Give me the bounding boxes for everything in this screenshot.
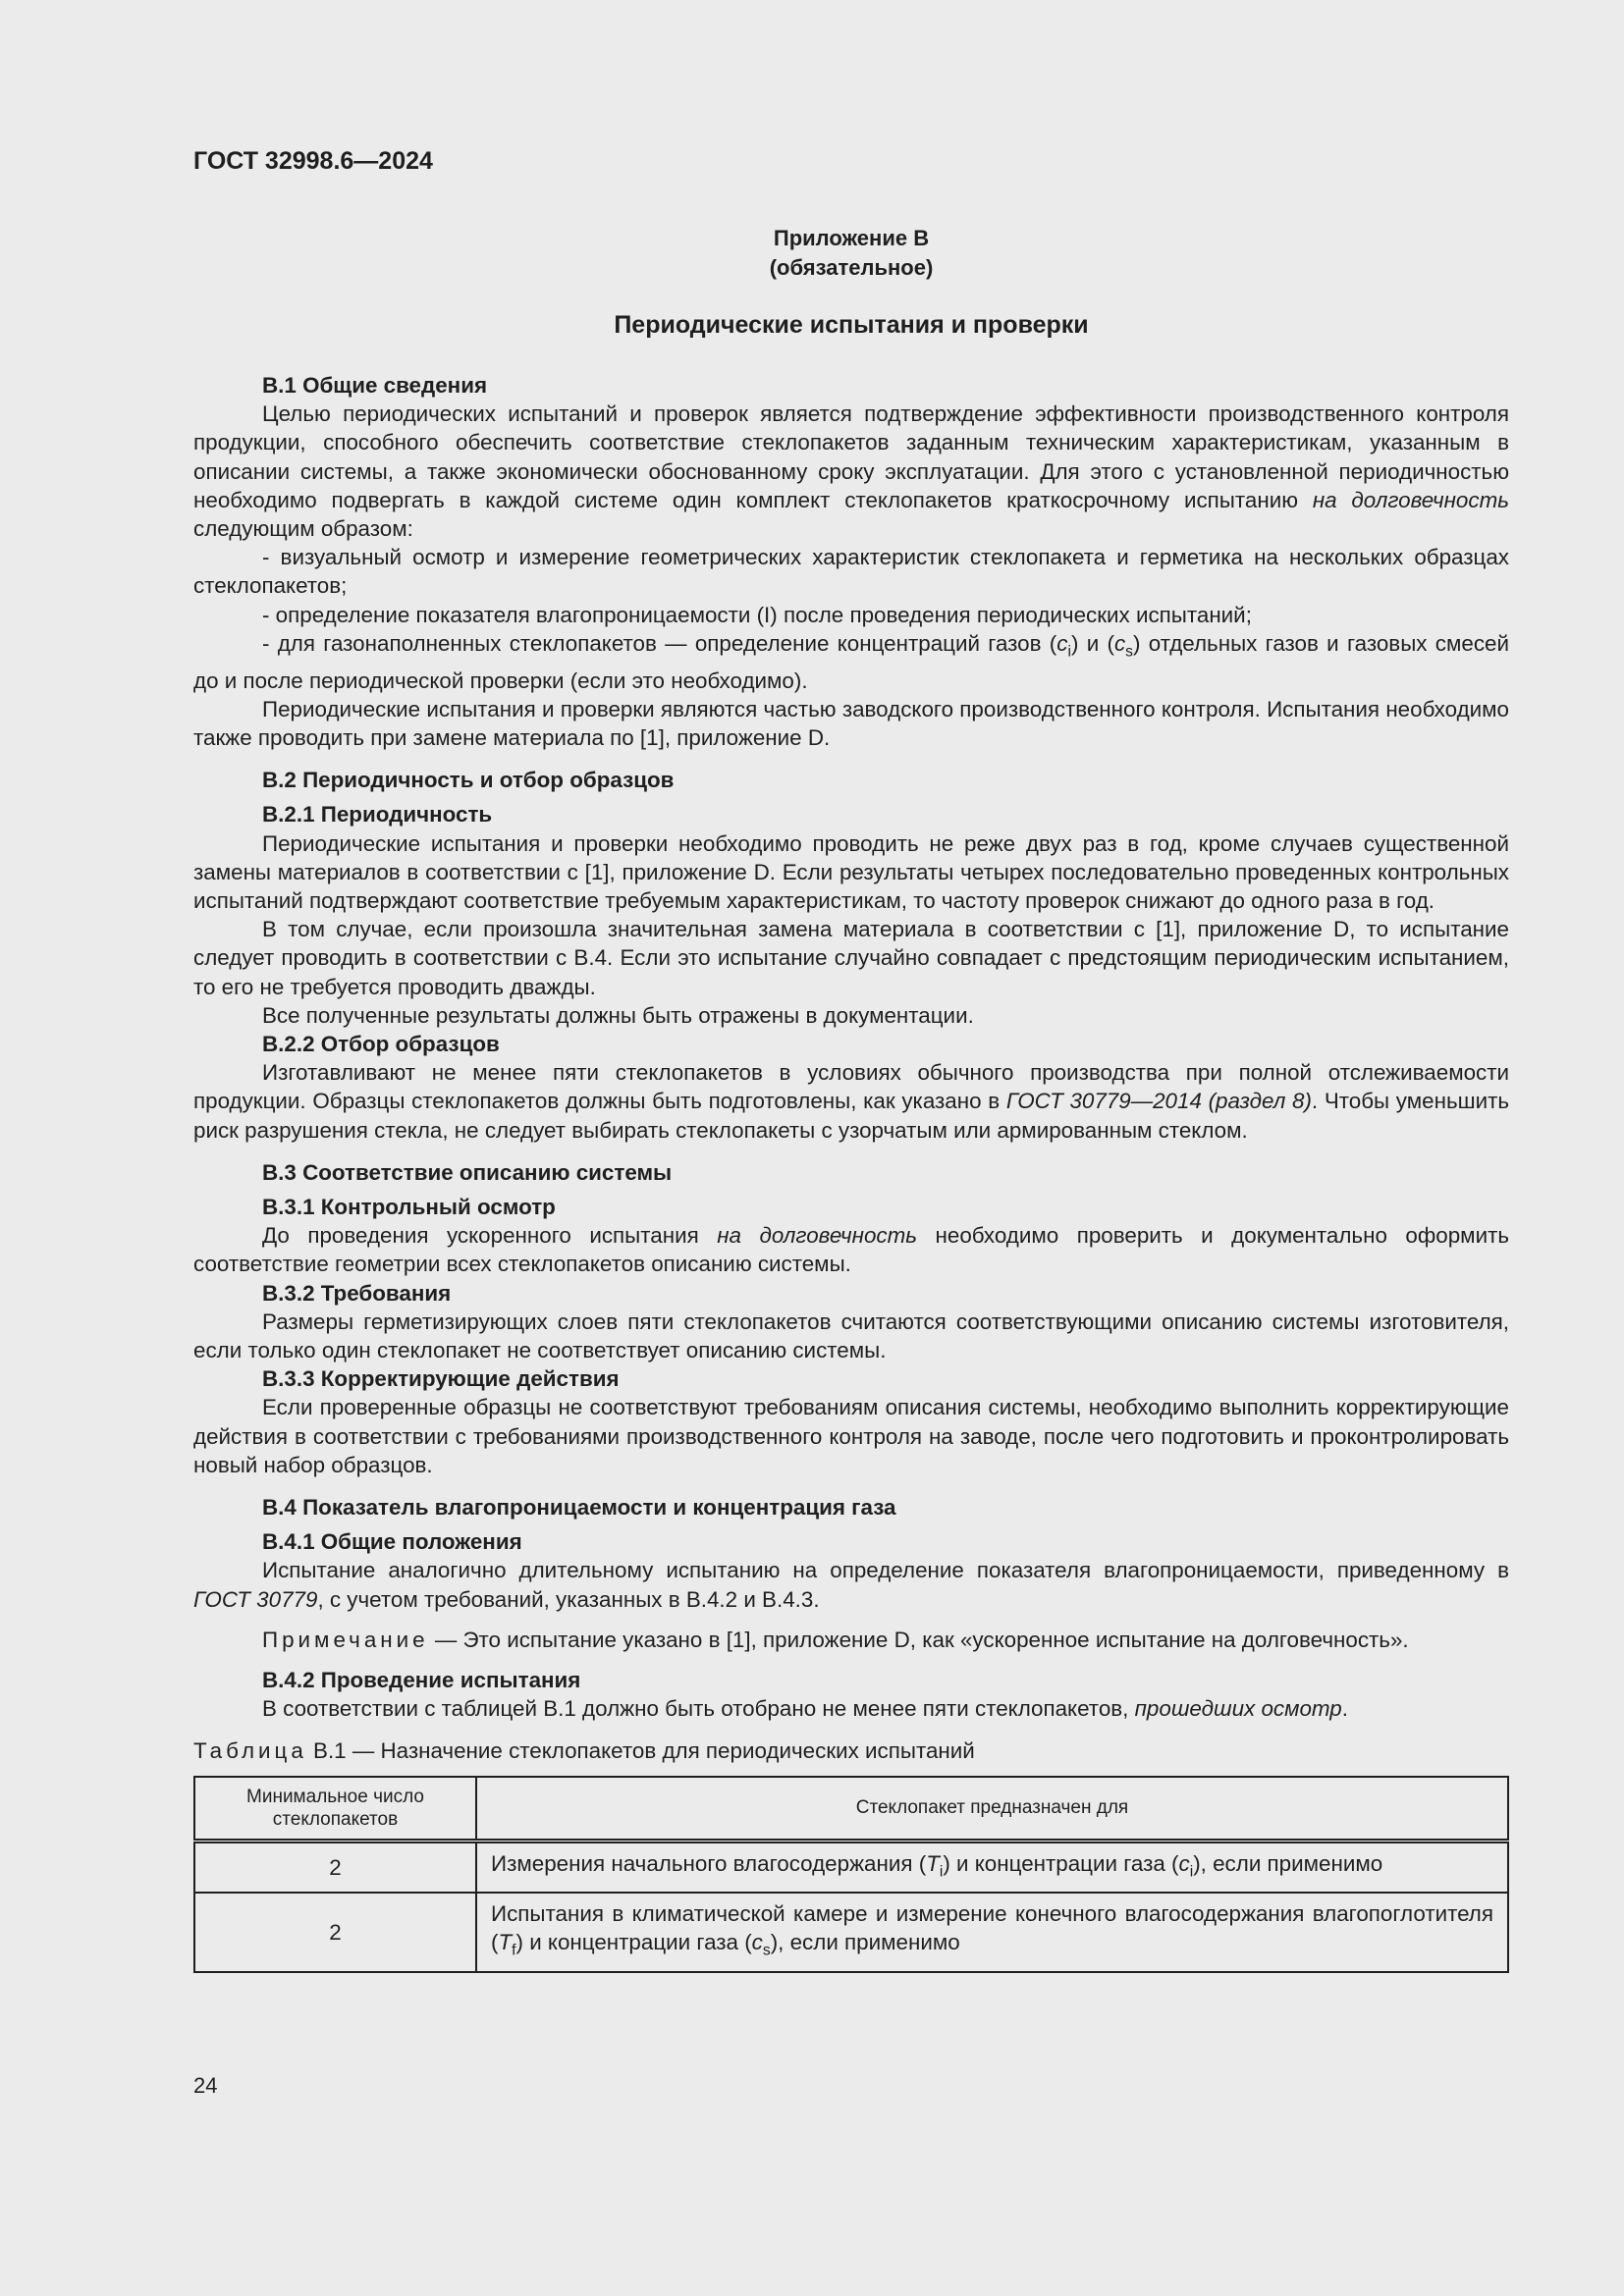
table-cell: 2 [194, 1841, 476, 1893]
section-b3-paragraph: До проведения ускоренного испытания на долговечность необходимо проверить и документально оформить соответствие геометрии всех стеклопакетов описанию системы. [193, 1223, 1509, 1277]
appendix-status: (обязательное) [769, 255, 934, 280]
appendix-heading [193, 224, 1509, 283]
section-b1-heading: В.1 Общие сведения [262, 373, 488, 398]
note-label: Примечание [262, 1627, 429, 1652]
subsection-b33-heading: В.3.3 Корректирующие действия [262, 1366, 620, 1392]
list-item: - визуальный осмотр и измерение геометрических характеристик стеклопакета и герметика на нескольких образцах стеклопакетов; [193, 545, 1509, 599]
table-b1 [193, 1776, 1509, 1973]
document-body [193, 371, 1509, 1973]
section-b2-paragraph: Периодические испытания и проверки необходимо проводить не реже двух раз в год, кроме случаев существенной замены материалов в соответствии с [1], приложение D. Если результаты четырех последовательно проведенных контрольных испытаний подтверждают соответствие требуемым характеристикам, то частоту проверок снижают до одного раза в год. [193, 830, 1509, 913]
section-b2-paragraph: В том случае, если произошла значительная замена материала в соответствии с [1], приложение D, то испытание следует проводить в соответствии с В.4. Если это испытание случайно совпадает с предстоящим периодическим испытанием, то его не требуется проводить дважды. [193, 917, 1509, 999]
section-b1-paragraph: Периодические испытания и проверки являются частью заводского производственного контроля. Испытания необходимо также проводить при замене материала по [1], приложение D. [193, 696, 1509, 750]
table-cell: 2 [194, 1893, 476, 1971]
section-b2-paragraph: Изготавливают не менее пяти стеклопакетов в условиях обычного производства при полной отслеживаемости продукции. Образцы стеклопакетов должны быть подготовлены, как указано в ГОСТ 30779—2014 (раздел 8). Чтобы уменьшить риск разрушения стекла, не следует выбирать стеклопакеты с узорчатым или армированным стеклом. [193, 1060, 1510, 1143]
list-item: - определение показателя влагопроницаемости (I) после проведения периодических испытаний; [262, 602, 1252, 627]
subsection-b22-heading: В.2.2 Отбор образцов [262, 1031, 500, 1056]
subsection-b42-heading: В.4.2 Проведение испытания [262, 1668, 581, 1692]
appendix-label: Приложение В [773, 226, 930, 250]
subsection-b31-heading: В.3.1 Контрольный осмотр [262, 1194, 556, 1219]
section-b3-heading: В.3 Соответствие описанию системы [262, 1159, 673, 1185]
table-caption: Таблица В.1 — Назначение стеклопакетов для периодических испытаний [193, 1738, 975, 1764]
list-item: - для газонаполненных стеклопакетов — определение концентраций газов $(c_i)$ и $(c_s)$ отдельных газов и газовых смесей до и после периодической проверки (если это необходимо). [193, 630, 1509, 693]
section-b2-paragraph: Все полученные результаты должны быть отражены в документации. [262, 1002, 974, 1028]
table-header-cell: Минимальное число стеклопакетов [194, 1777, 476, 1842]
table-header-row [194, 1777, 1508, 1842]
section-b3-paragraph: Если проверенные образцы не соответствуют требованиям описания системы, необходимо выполнить корректирующие действия в соответствии с требованиями производственного контроля на заводе, после чего подготовить и проконтролировать новый набор образцов. [193, 1395, 1509, 1477]
section-b4-heading: В.4 Показатель влагопроницаемости и концентрация газа [262, 1494, 896, 1520]
note [193, 1626, 1509, 1654]
table-row [194, 1893, 1508, 1971]
appendix-title: Периодические испытания и проверки [614, 311, 1089, 339]
table-cell: Измерения начального влагосодержания $(T_i)$ и концентрации газа $(c_i)$, если применимо [476, 1841, 1508, 1893]
table-header-cell: Стеклопакет предназначен для [476, 1777, 1508, 1842]
table-cell: Испытания в климатической камере и измерение конечного влагосодержания влагопоглотителя $(T_f)$ и концентрации газа $(c_s)$, если применимо [476, 1893, 1508, 1971]
table-row [194, 1841, 1508, 1893]
note-text: — Это испытание указано в [1], приложение D, как «ускоренное испытание на долговечность». [428, 1627, 1409, 1652]
page-number: 24 [193, 2073, 218, 2098]
document-header-id: ГОСТ 32998.6—2024 [193, 147, 433, 175]
section-b4-paragraph: Испытание аналогично длительному испытанию на определение показателя влагопроницаемости, приведенному в ГОСТ 30779, с учетом требований, указанных в В.4.2 и В.4.3. [193, 1558, 1509, 1612]
subsection-b32-heading: В.3.2 Требования [262, 1280, 452, 1306]
section-b2-heading: В.2 Периодичность и отбор образцов [262, 768, 675, 793]
section-b4-paragraph: В соответствии с таблицей В.1 должно быть отобрано не менее пяти стеклопакетов, прошедших осмотр. [262, 1696, 1348, 1722]
subsection-b41-heading: В.4.1 Общие положения [262, 1529, 522, 1555]
section-b3-paragraph: Размеры герметизирующих слоев пяти стеклопакетов считаются соответствующими описанию системы изготовителя, если только один стеклопакет не соответствует описанию системы. [193, 1308, 1509, 1362]
subsection-b21-heading: В.2.1 Периодичность [262, 802, 493, 828]
section-b1-paragraph: Целью периодических испытаний и проверок является подтверждение эффективности производственного контроля продукции, способного обеспечить соответствие стеклопакетов заданным техническим характеристикам, указанным в описании системы, а также экономически обоснованному сроку эксплуатации. Для этого с установленной периодичностью необходимо подвергать в каждой системе один комплект стеклопакетов краткосрочному испытанию на долговечность следующим образом: [193, 401, 1509, 542]
